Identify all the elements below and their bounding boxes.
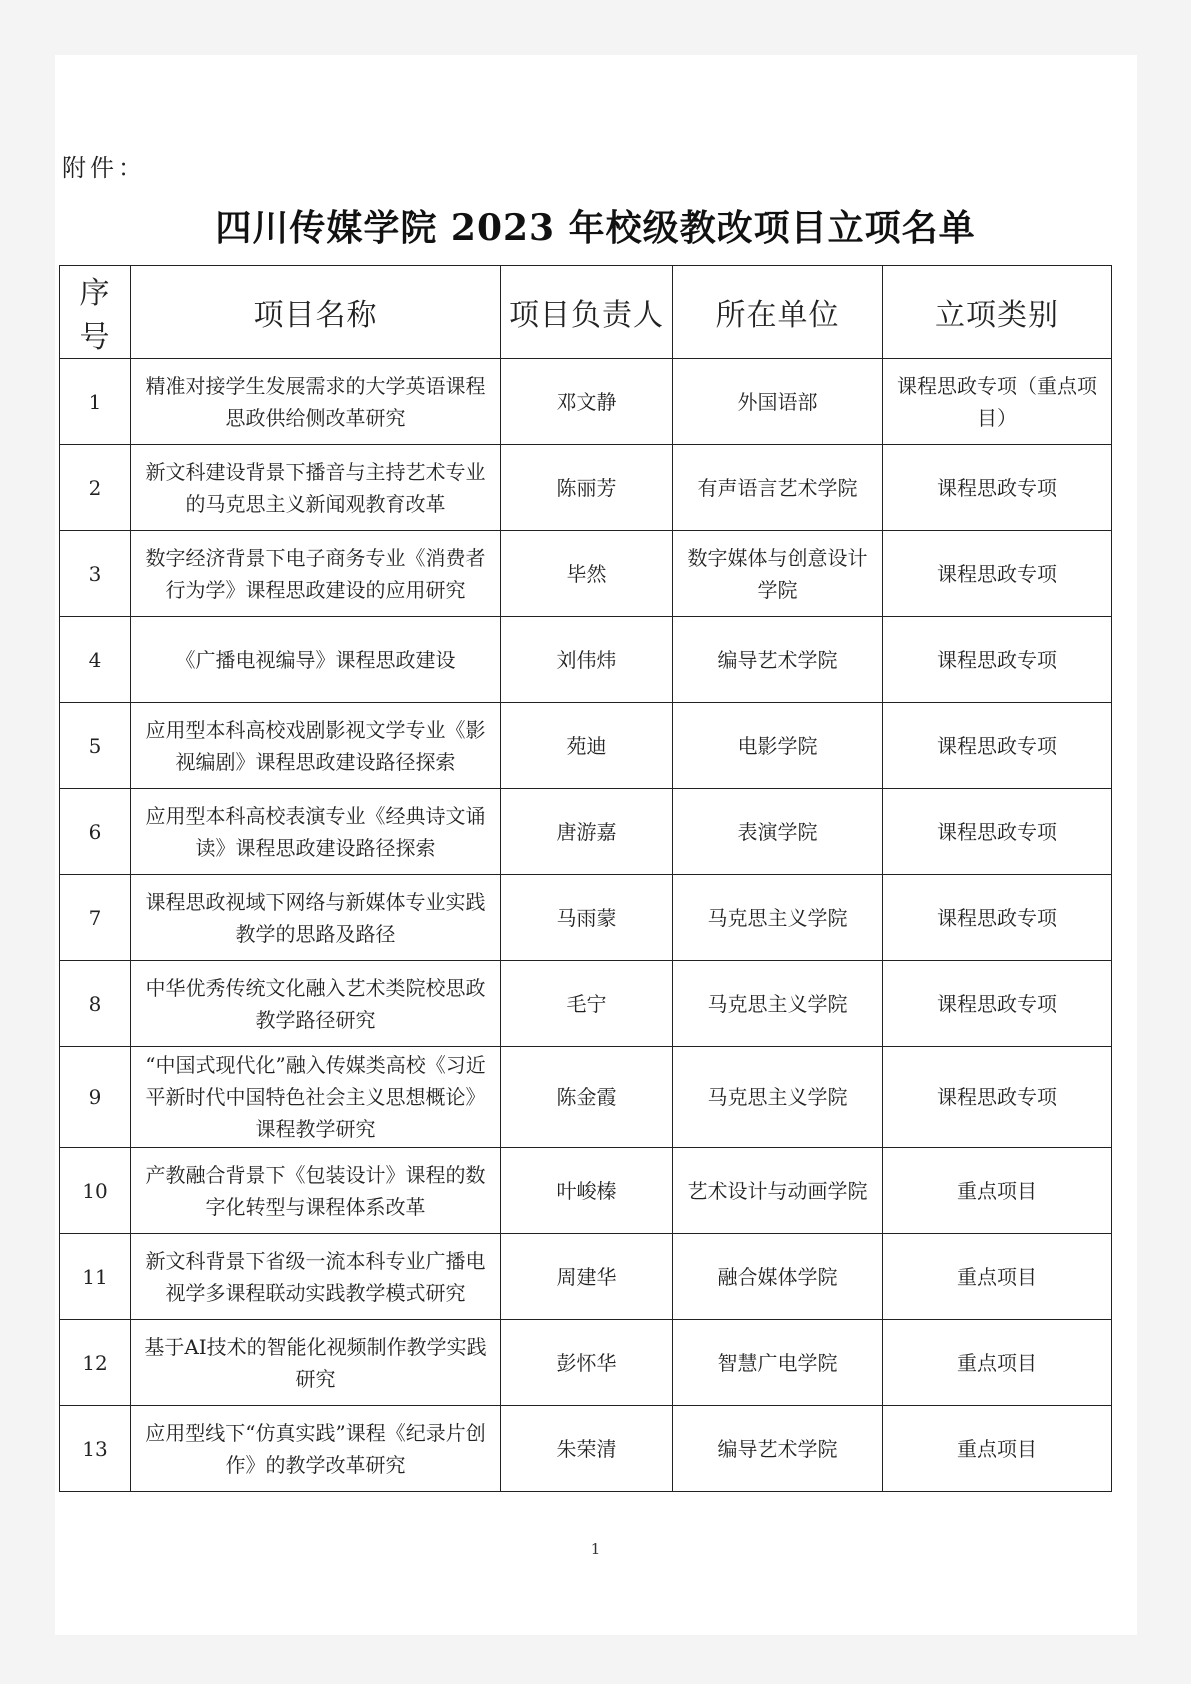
unit-cell: 马克思主义学院 bbox=[673, 961, 883, 1047]
category-cell: 课程思政专项 bbox=[883, 445, 1112, 531]
header-index: 序号 bbox=[60, 266, 131, 359]
category-cell: 重点项目 bbox=[883, 1406, 1112, 1492]
project-name-cell: 新文科建设背景下播音与主持艺术专业的马克思主义新闻观教育改革 bbox=[131, 445, 501, 531]
category-cell: 课程思政专项 bbox=[883, 1047, 1112, 1148]
table-row bbox=[60, 445, 1112, 531]
category-cell: 课程思政专项 bbox=[883, 789, 1112, 875]
unit-cell: 智慧广电学院 bbox=[673, 1320, 883, 1406]
leader-cell: 陈丽芳 bbox=[501, 445, 673, 531]
table-row bbox=[60, 617, 1112, 703]
header-category: 立项类别 bbox=[883, 266, 1112, 359]
table-header-row bbox=[60, 266, 1112, 359]
project-name-cell: 新文科背景下省级一流本科专业广播电视学多课程联动实践教学模式研究 bbox=[131, 1234, 501, 1320]
attachment-label: 附件： bbox=[62, 154, 146, 182]
project-name-cell: 《广播电视编导》课程思政建设 bbox=[131, 617, 501, 703]
project-name-cell: 数字经济背景下电子商务专业《消费者行为学》课程思政建设的应用研究 bbox=[131, 531, 501, 617]
table-row bbox=[60, 961, 1112, 1047]
project-name-cell: 应用型本科高校戏剧影视文学专业《影视编剧》课程思政建设路径探索 bbox=[131, 703, 501, 789]
leader-cell: 毕然 bbox=[501, 531, 673, 617]
unit-cell: 有声语言艺术学院 bbox=[673, 445, 883, 531]
category-cell: 课程思政专项 bbox=[883, 531, 1112, 617]
project-name-cell: 课程思政视域下网络与新媒体专业实践教学的思路及路径 bbox=[131, 875, 501, 961]
header-project-name: 项目名称 bbox=[131, 266, 501, 359]
project-name-cell: 应用型本科高校表演专业《经典诗文诵读》课程思政建设路径探索 bbox=[131, 789, 501, 875]
unit-cell: 马克思主义学院 bbox=[673, 875, 883, 961]
page-number: 1 bbox=[590, 1540, 601, 1558]
table-row bbox=[60, 789, 1112, 875]
table-row bbox=[60, 1406, 1112, 1492]
project-name-cell: 精准对接学生发展需求的大学英语课程思政供给侧改革研究 bbox=[131, 359, 501, 445]
leader-cell: 陈金霞 bbox=[501, 1047, 673, 1148]
unit-cell: 编导艺术学院 bbox=[673, 1406, 883, 1492]
table-row bbox=[60, 1148, 1112, 1234]
header-leader: 项目负责人 bbox=[501, 266, 673, 359]
row-index: 12 bbox=[60, 1320, 131, 1406]
unit-cell: 马克思主义学院 bbox=[673, 1047, 883, 1148]
table-row bbox=[60, 1234, 1112, 1320]
row-index: 6 bbox=[60, 789, 131, 875]
document-title: 四川传媒学院 2023 年校级教改项目立项名单 bbox=[215, 207, 976, 249]
row-index: 5 bbox=[60, 703, 131, 789]
project-name-cell: 产教融合背景下《包装设计》课程的数字化转型与课程体系改革 bbox=[131, 1148, 501, 1234]
unit-cell: 电影学院 bbox=[673, 703, 883, 789]
row-index: 2 bbox=[60, 445, 131, 531]
leader-cell: 叶峻榛 bbox=[501, 1148, 673, 1234]
category-cell: 重点项目 bbox=[883, 1320, 1112, 1406]
row-index: 3 bbox=[60, 531, 131, 617]
category-cell: 课程思政专项 bbox=[883, 617, 1112, 703]
row-index: 7 bbox=[60, 875, 131, 961]
category-cell: 课程思政专项 bbox=[883, 703, 1112, 789]
category-cell: 课程思政专项（重点项目） bbox=[883, 359, 1112, 445]
table-row bbox=[60, 1047, 1112, 1148]
row-index: 8 bbox=[60, 961, 131, 1047]
row-index: 1 bbox=[60, 359, 131, 445]
category-cell: 课程思政专项 bbox=[883, 875, 1112, 961]
project-name-cell: 基于AI技术的智能化视频制作教学实践研究 bbox=[131, 1320, 501, 1406]
header-unit: 所在单位 bbox=[673, 266, 883, 359]
table-row bbox=[60, 703, 1112, 789]
leader-cell: 周建华 bbox=[501, 1234, 673, 1320]
row-index: 9 bbox=[60, 1047, 131, 1148]
leader-cell: 邓文静 bbox=[501, 359, 673, 445]
leader-cell: 朱荣清 bbox=[501, 1406, 673, 1492]
category-cell: 重点项目 bbox=[883, 1234, 1112, 1320]
unit-cell: 数字媒体与创意设计学院 bbox=[673, 531, 883, 617]
project-name-cell: “中国式现代化”融入传媒类高校《习近平新时代中国特色社会主义思想概论》课程教学研究 bbox=[131, 1047, 501, 1148]
unit-cell: 编导艺术学院 bbox=[673, 617, 883, 703]
row-index: 13 bbox=[60, 1406, 131, 1492]
unit-cell: 表演学院 bbox=[673, 789, 883, 875]
row-index: 4 bbox=[60, 617, 131, 703]
leader-cell: 毛宁 bbox=[501, 961, 673, 1047]
leader-cell: 马雨蒙 bbox=[501, 875, 673, 961]
unit-cell: 融合媒体学院 bbox=[673, 1234, 883, 1320]
row-index: 10 bbox=[60, 1148, 131, 1234]
leader-cell: 苑迪 bbox=[501, 703, 673, 789]
unit-cell: 外国语部 bbox=[673, 359, 883, 445]
unit-cell: 艺术设计与动画学院 bbox=[673, 1148, 883, 1234]
table-row bbox=[60, 359, 1112, 445]
leader-cell: 彭怀华 bbox=[501, 1320, 673, 1406]
project-table bbox=[59, 265, 1112, 1492]
category-cell: 重点项目 bbox=[883, 1148, 1112, 1234]
leader-cell: 刘伟炜 bbox=[501, 617, 673, 703]
row-index: 11 bbox=[60, 1234, 131, 1320]
table-row bbox=[60, 531, 1112, 617]
category-cell: 课程思政专项 bbox=[883, 961, 1112, 1047]
table-row bbox=[60, 1320, 1112, 1406]
project-name-cell: 应用型线下“仿真实践”课程《纪录片创作》的教学改革研究 bbox=[131, 1406, 501, 1492]
table-row bbox=[60, 875, 1112, 961]
leader-cell: 唐游嘉 bbox=[501, 789, 673, 875]
project-name-cell: 中华优秀传统文化融入艺术类院校思政教学路径研究 bbox=[131, 961, 501, 1047]
